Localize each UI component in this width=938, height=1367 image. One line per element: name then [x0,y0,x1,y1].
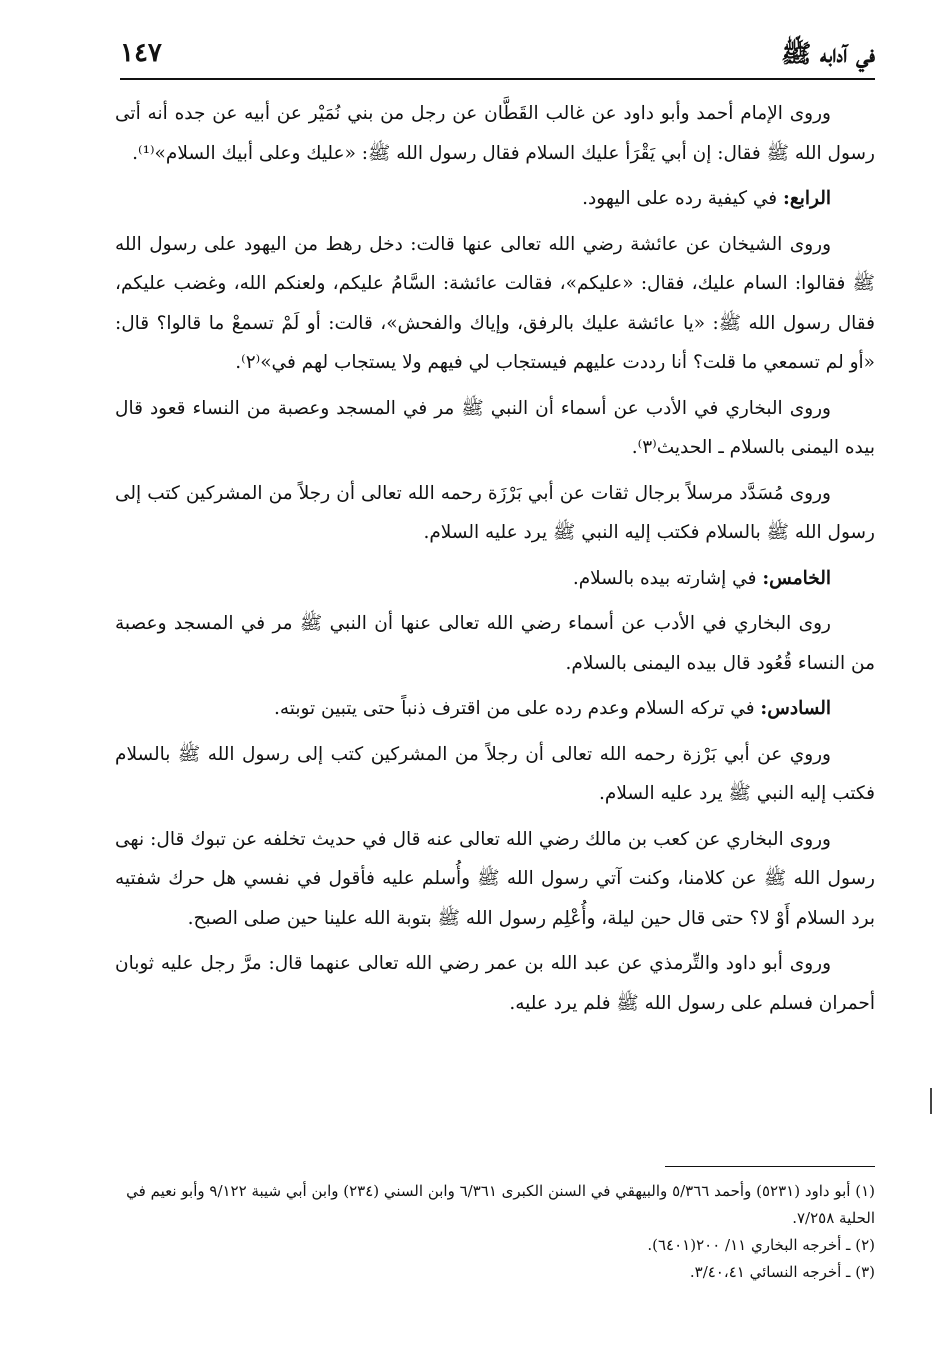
footnote-3: (٣) ـ أخرجه النسائي ٣/٤٠،٤١. [689,1263,875,1281]
header-rule [120,78,875,80]
paragraph: وروي عن أبي بَرْزة رحمه الله تعالى أن رجلاً من المشركين كتب إلى رسول الله ﷺ بالسلام فكتب إليه النبي ﷺ يرد عليه السلام. [115,743,875,804]
footnote-separator [665,1166,875,1167]
footnote-2: (٢) ـ أخرجه البخاري ١١/ ٢٠٠(٦٤٠١). [647,1236,875,1254]
paragraph: روى البخاري في الأدب عن أسماء رضي الله تعالى عنها أن النبي ﷺ مر في المسجد وعصبة من النساء قُعُود قال بيده اليمنى بالسلام. [115,613,875,674]
section-heading-sixth [115,689,875,729]
section-title: في كيفية رده على اليهود. [582,188,784,209]
section-heading-fourth [115,179,875,219]
section-title: في تركه السلام وعدم رده على من اقترف ذنباً حتى يتبين توبته. [273,698,761,719]
footnote-1: (١) أبو داود (٥٢٣١) وأحمد ٥/٣٦٦ والبيهقي في السنن الكبرى ٦/٣٦١ وابن السني (٢٣٤) وابن أبي شيبة ٩/١٢٢ وأبو نعيم في الحلية ٧/٢٥٨. [126,1182,875,1227]
paragraph: وروى الشيخان عن عائشة رضي الله تعالى عنها قالت: دخل رهط من اليهود على رسول الله ﷺ فقالوا: السام عليك، فقال: «عليكم»، فقالت عائشة: السَّامُ عليكم، ولعنكم الله، وغضب عليكم، فقال رسول الله ﷺ: «يا عائشة عليك بالرفق، وإياك والفحش»، قالت: أو لَمْ تسمعْ ما قالوا؟ قال: «أو لم تسمعي ما قلت؟ أنا رددت عليهم فيستجاب لي فيهم ولا يستجاب لهم في»⁽٢⁾. [115,233,875,373]
section-label: السادس: [760,698,831,719]
section-label: الخامس: [762,567,831,589]
section-heading-fifth [115,559,875,599]
page-header [120,30,875,80]
footnotes [115,1178,875,1286]
section-title: في إشارته بيده بالسلام. [572,567,763,589]
scan-edge-mark [930,1088,932,1114]
page-number: ١٤٧ [120,38,162,68]
running-title: في آدابه ﷺ [781,39,875,68]
paragraph: وروى الإمام أحمد وأبو داود عن غالب القَطَّان عن رجل من بني نُمَيْر عن أبيه عن جده أنه أتى رسول الله ﷺ فقال: إن أبي يَقْرَأ عليك السلام فقال رسول الله ﷺ: «عليك وعلى أبيك السلام»⁽¹⁾. [115,103,875,164]
paragraph: وروى البخاري في الأدب عن أسماء أن النبي ﷺ مر في المسجد وعصبة من النساء قعود قال بيده اليمنى بالسلام ـ الحديث⁽٣⁾. [115,397,875,458]
section-label: الرابع: [783,188,831,209]
paragraph: وروى البخاري عن كعب بن مالك رضي الله تعالى عنه قال في حديث تخلفه عن تبوك قال: نهى رسول الله ﷺ عن كلامنا، وكنت آتي رسول الله ﷺ وأُسلم عليه فأقول في نفسي هل حرك شفتيه برد السلام أَوْ لا؟ حتى قال حين ليلة، وأُعْلِم رسول الله ﷺ بتوبة الله علينا حين صلى الصبح. [115,828,875,929]
paragraph: وروى مُسَدَّد مرسلاً برجال ثقات عن أبي بَرْزَة رحمه الله تعالى أن رجلاً من المشركين كتب إلى رسول الله ﷺ بالسلام فكتب إليه النبي ﷺ يرد عليه السلام. [115,482,875,543]
main-text [115,94,875,1029]
paragraph: وروى أبو داود والتِّرمذي عن عبد الله بن عمر رضي الله تعالى عنهما قال: مرَّ رجل عليه ثوبان أحمران فسلم على رسول الله ﷺ فلم يرد عليه. [115,953,875,1014]
